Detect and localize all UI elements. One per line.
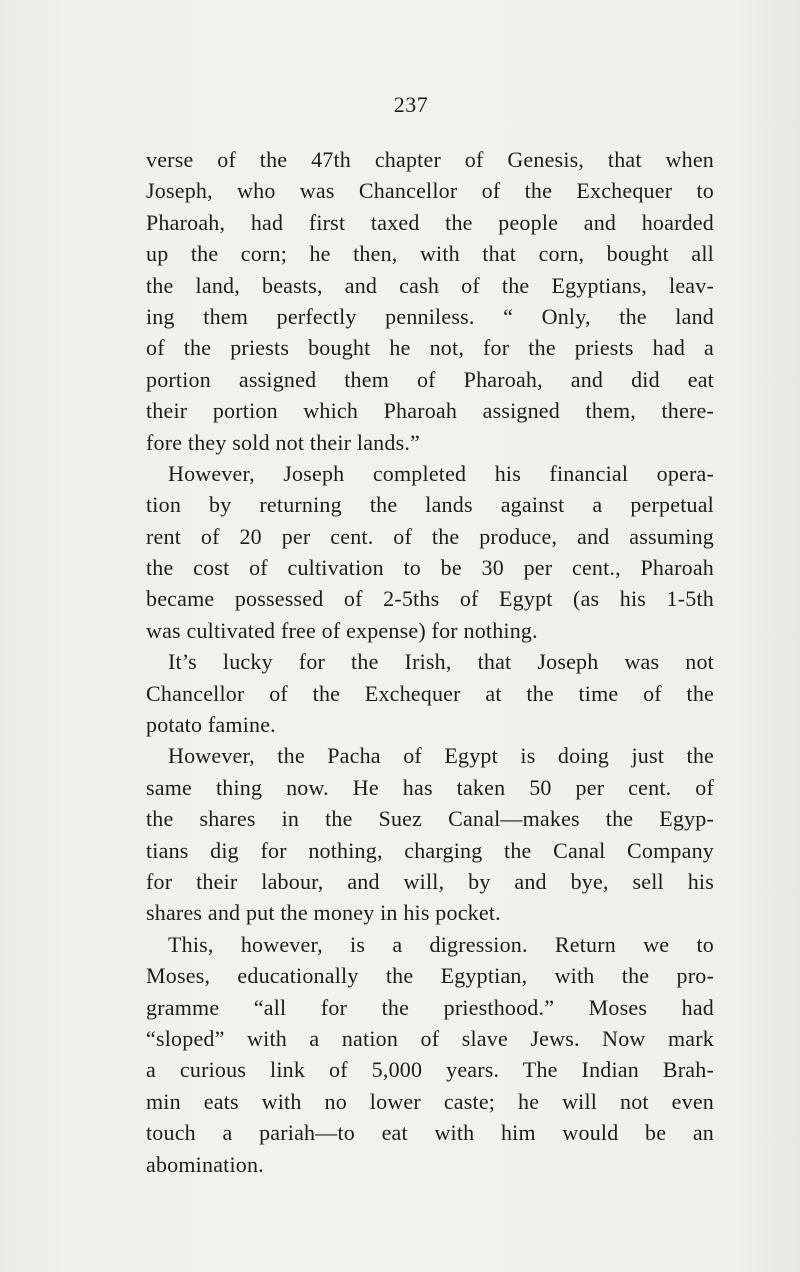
text-line: “sloped” with a nation of slave Jews. Now mark — [146, 1025, 714, 1051]
text-line: portion assigned them of Pharoah, and did eat — [146, 366, 714, 392]
text-line: became possessed of 2-5ths of Egypt (as his 1-5th — [146, 586, 714, 612]
text-line: tion by returning the lands against a perpetual — [146, 492, 714, 518]
text-line: rent of 20 per cent. of the produce, and assuming — [146, 523, 714, 549]
text-line: shares and put the money in his pocket. — [146, 900, 501, 926]
text-line: This, however, is a digression. Return we to — [168, 931, 714, 957]
text-line: of the priests bought he not, for the priests had a — [146, 335, 714, 361]
text-line: the cost of cultivation to be 30 per cent., Pharoah — [146, 555, 714, 581]
text-line: Joseph, who was Chancellor of the Exchequer to — [146, 178, 714, 204]
text-line: verse of the 47th chapter of Genesis, that when — [146, 147, 714, 172]
page-number: 237 — [393, 92, 429, 117]
body-text — [146, 144, 714, 1180]
text-line: a curious link of 5,000 years. The Indian Brah- — [146, 1057, 714, 1083]
text-line: Chancellor of the Exchequer at the time of the — [146, 680, 714, 706]
text-line: ing them perfectly penniless. “ Only, the land — [146, 303, 714, 329]
text-line: touch a pariah—to eat with him would be an — [146, 1120, 714, 1146]
text-line: for their labour, and will, by and bye, sell his — [146, 868, 714, 894]
text-line: tians dig for nothing, charging the Canal Company — [146, 837, 714, 863]
text-line: Pharoah, had first taxed the people and hoarded — [146, 209, 714, 235]
text-line: fore they sold not their lands.” — [146, 429, 420, 455]
text-line: abomination. — [146, 1151, 264, 1177]
text-line: However, Joseph completed his financial opera- — [168, 460, 714, 486]
text-line: same thing now. He has taken 50 per cent. of — [146, 774, 714, 800]
text-line: up the corn; he then, with that corn, bought all — [146, 241, 714, 267]
text-line: gramme “all for the priesthood.” Moses had — [146, 994, 714, 1020]
text-line: It’s lucky for the Irish, that Joseph was not — [168, 649, 714, 675]
text-line: Moses, educationally the Egyptian, with the pro- — [146, 963, 714, 989]
text-line: However, the Pacha of Egypt is doing just the — [168, 743, 714, 769]
text-line: potato famine. — [146, 712, 276, 738]
text-line: the land, beasts, and cash of the Egyptians, leav- — [146, 272, 714, 298]
text-line: min eats with no lower caste; he will not even — [146, 1088, 714, 1114]
text-line: the shares in the Suez Canal—makes the Egyp- — [146, 806, 714, 832]
text-line: their portion which Pharoah assigned them, there- — [146, 398, 714, 424]
text-line: was cultivated free of expense) for nothing. — [146, 617, 538, 643]
